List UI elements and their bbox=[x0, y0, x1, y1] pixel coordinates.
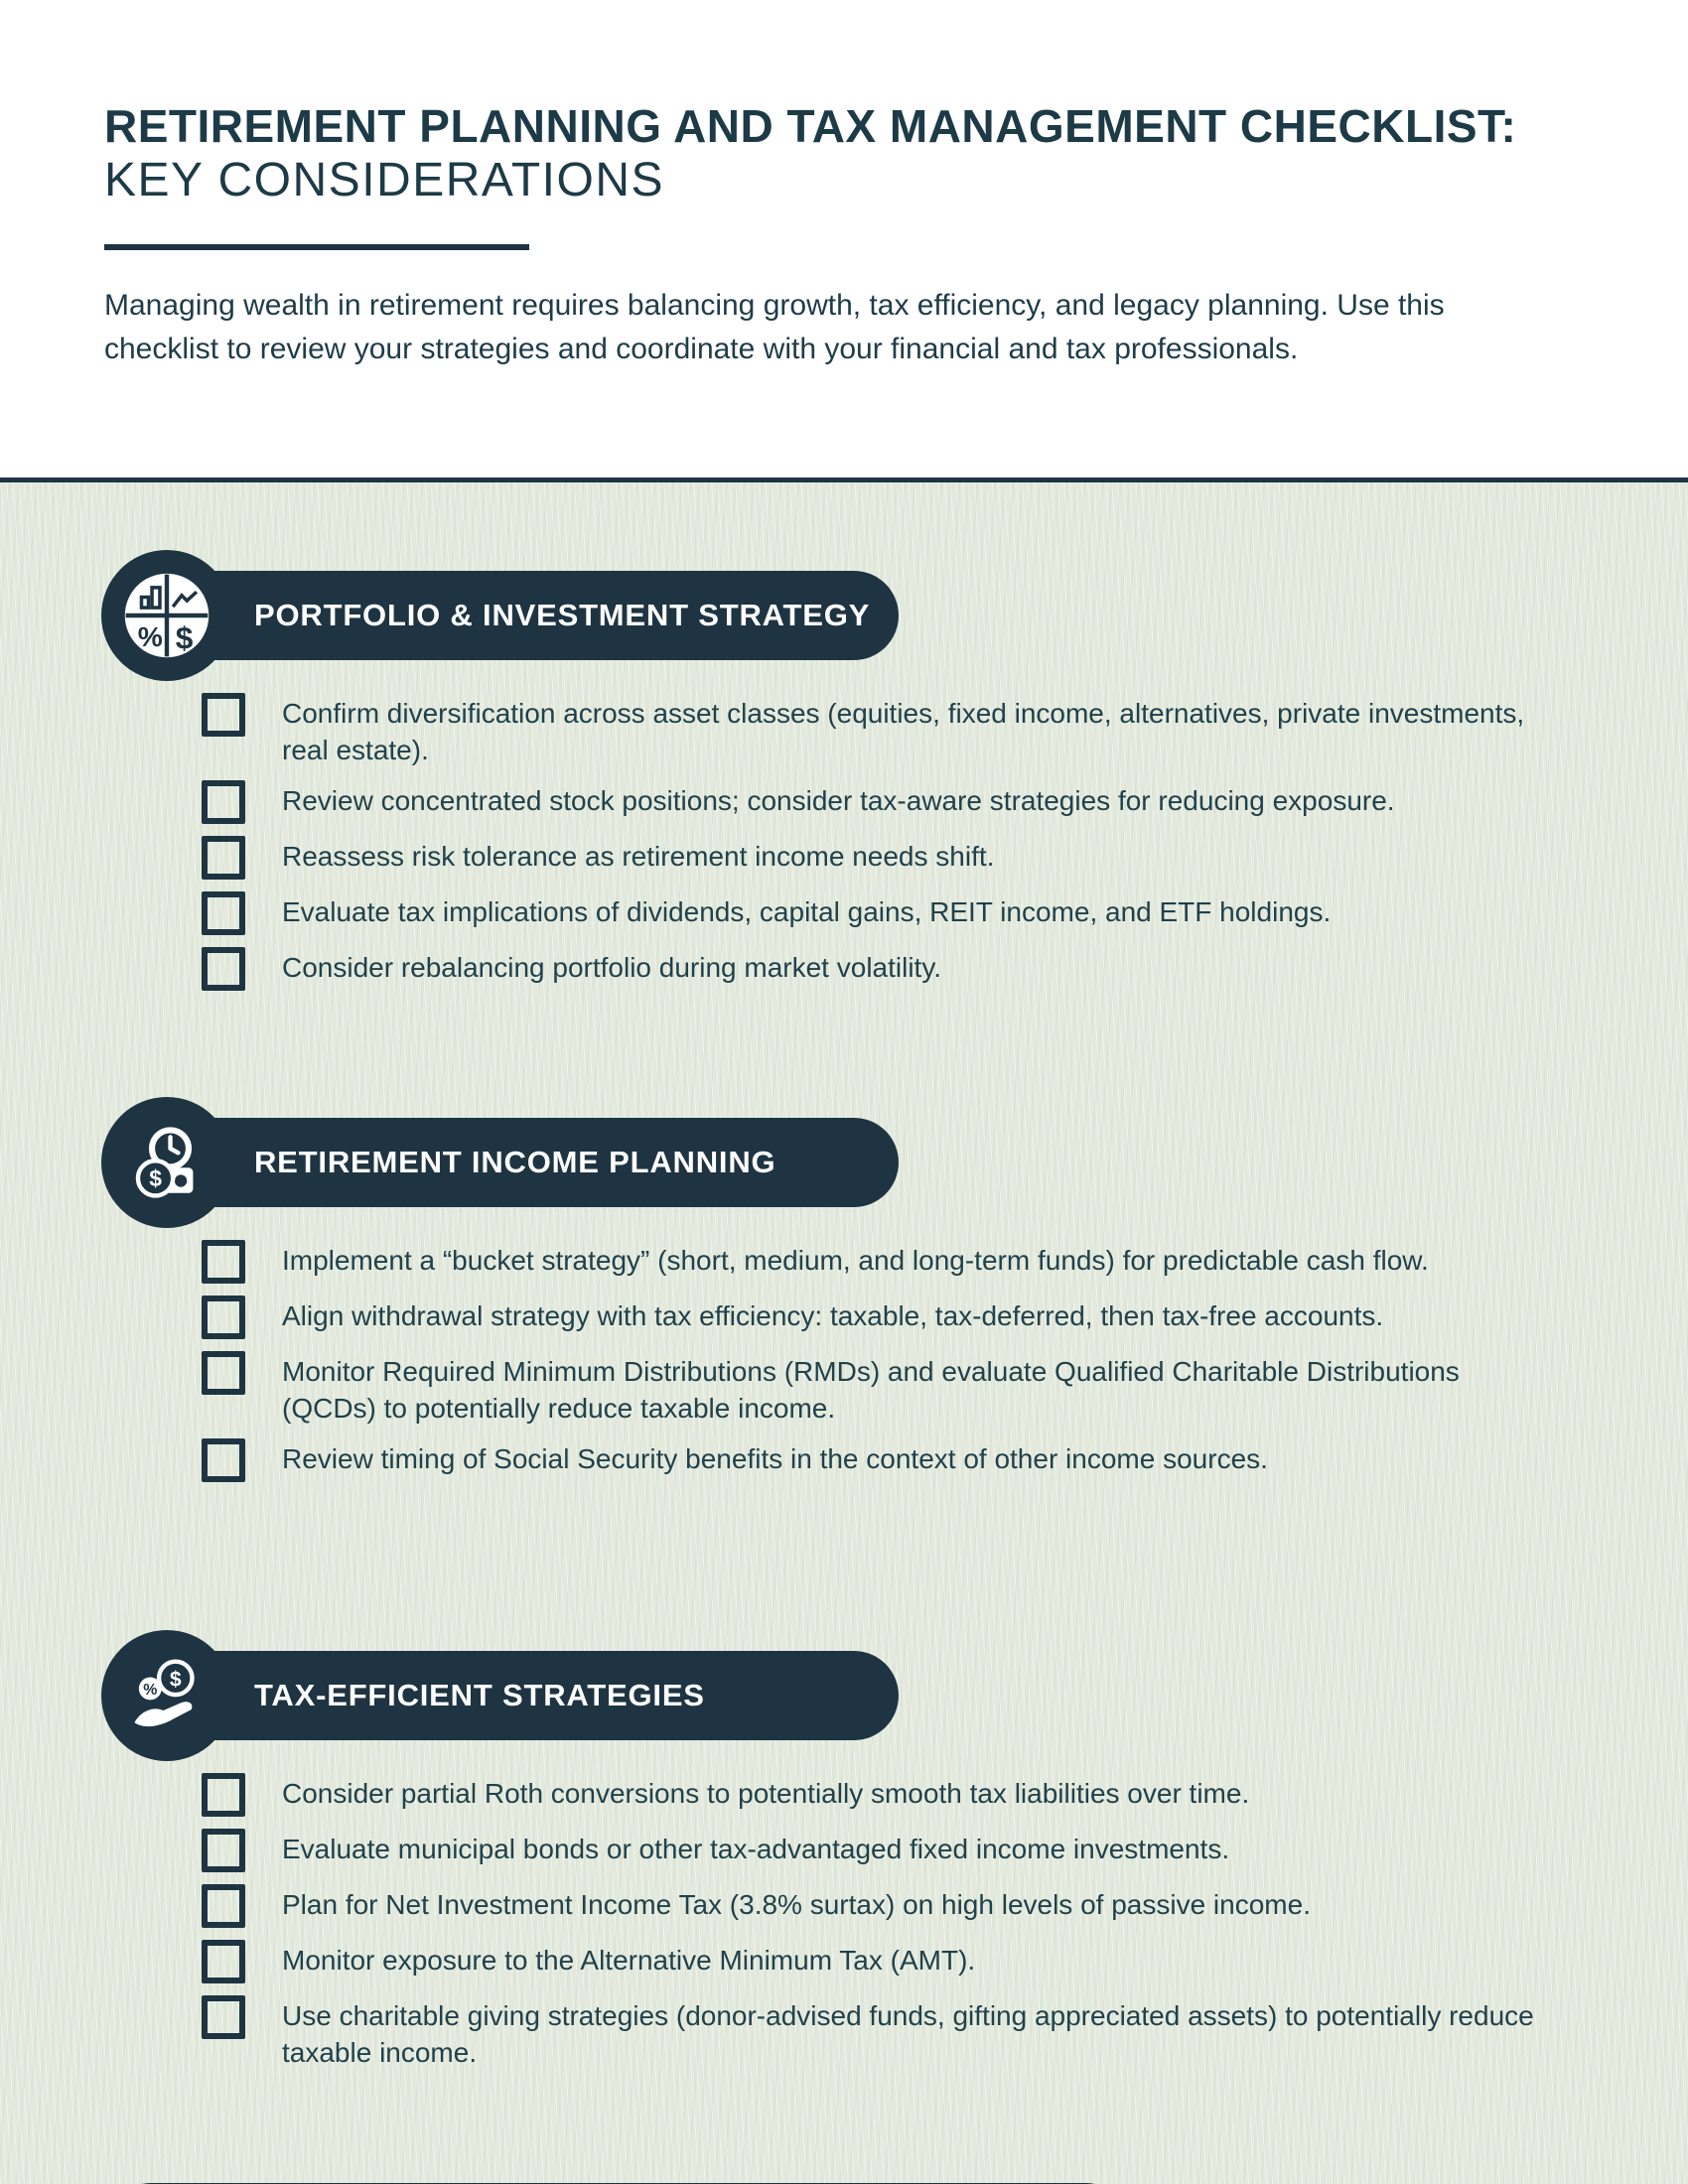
checkbox[interactable] bbox=[202, 1940, 245, 1983]
checklist-item bbox=[202, 1297, 1552, 1339]
checklist-item-label: Confirm diversification across asset classes (equities, fixed income, alternatives, private investments, real estate). bbox=[282, 698, 1525, 765]
checklist-item-label: Review timing of Social Security benefits in the context of other income sources. bbox=[282, 1443, 1268, 1474]
section-header bbox=[0, 1630, 1688, 1761]
checkbox[interactable] bbox=[202, 891, 245, 935]
checklist-item bbox=[202, 1997, 1552, 2071]
svg-text:%: % bbox=[137, 620, 163, 652]
section-title: PORTFOLIO & INVESTMENT STRATEGY bbox=[254, 598, 871, 632]
section-title: TAX-EFFICIENT STRATEGIES bbox=[254, 1678, 705, 1712]
section-header-pill bbox=[149, 571, 899, 660]
hand-coins-icon bbox=[101, 1630, 232, 1761]
clock-money-icon bbox=[101, 1097, 232, 1228]
checklist-item bbox=[202, 1353, 1552, 1427]
checklist-item-label: Reassess risk tolerance as retirement income needs shift. bbox=[282, 841, 995, 872]
checklist-item-label: Use charitable giving strategies (donor-advised funds, gifting appreciated assets) to potentially reduce taxable income. bbox=[282, 2000, 1534, 2068]
checklist-item bbox=[202, 1886, 1552, 1928]
section-header bbox=[0, 550, 1688, 681]
checkbox[interactable] bbox=[202, 1351, 245, 1395]
checklist-item-label: Plan for Net Investment Income Tax (3.8% surtax) on high levels of passive income. bbox=[282, 1889, 1311, 1920]
document-header bbox=[104, 99, 1614, 371]
checklist-item bbox=[202, 949, 1552, 991]
svg-text:$: $ bbox=[175, 619, 194, 656]
checkbox[interactable] bbox=[202, 1296, 245, 1339]
checklist-item-label: Consider rebalancing portfolio during market volatility. bbox=[282, 952, 942, 983]
checkbox[interactable] bbox=[202, 947, 245, 991]
checkbox[interactable] bbox=[202, 780, 245, 824]
checklist-item-label: Align withdrawal strategy with tax efficiency: taxable, tax-deferred, then tax-free accounts. bbox=[282, 1300, 1384, 1331]
section-retirement-income-planning bbox=[0, 1097, 1688, 1496]
checkbox[interactable] bbox=[202, 1995, 245, 2039]
checklist-item bbox=[202, 1831, 1552, 1872]
checkbox[interactable] bbox=[202, 1773, 245, 1817]
page-subtitle: KEY CONSIDERATIONS bbox=[104, 154, 664, 206]
checkbox[interactable] bbox=[202, 693, 245, 737]
section-items bbox=[202, 1775, 1552, 2071]
svg-text:$: $ bbox=[169, 1668, 182, 1692]
checkbox[interactable] bbox=[202, 836, 245, 880]
checkbox[interactable] bbox=[202, 1438, 245, 1482]
checklist-item-label: Consider partial Roth conversions to potentially smooth tax liabilities over time. bbox=[282, 1778, 1250, 1809]
checklist-item bbox=[202, 695, 1552, 768]
checkbox[interactable] bbox=[202, 1240, 245, 1284]
section-portfolio-investment-strategy bbox=[0, 550, 1688, 1005]
checklist-item-label: Evaluate municipal bonds or other tax-advantaged fixed income investments. bbox=[282, 1834, 1230, 1864]
section-items bbox=[202, 1242, 1552, 1482]
section-items bbox=[202, 695, 1552, 991]
checklist-item bbox=[202, 1942, 1552, 1983]
svg-text:$: $ bbox=[149, 1164, 162, 1191]
checklist-item-label: Evaluate tax implications of dividends, capital gains, REIT income, and ETF holdings. bbox=[282, 896, 1332, 927]
checkbox[interactable] bbox=[202, 1829, 245, 1872]
title-underline bbox=[104, 244, 529, 250]
section-tax-efficient-strategies bbox=[0, 1630, 1688, 2085]
checklist-item bbox=[202, 838, 1552, 880]
checklist-item bbox=[202, 1242, 1552, 1284]
page-title: RETIREMENT PLANNING AND TAX MANAGEMENT CHECKLIST: bbox=[104, 100, 1517, 152]
svg-text:%: % bbox=[143, 1682, 158, 1700]
checklist-item bbox=[202, 782, 1552, 824]
intro-paragraph: Managing wealth in retirement requires balancing growth, tax efficiency, and legacy planning. Use this checklist to review your strategies and coordinate with your financial and tax professionals. bbox=[104, 289, 1445, 365]
checklist-item bbox=[202, 893, 1552, 935]
section-title: RETIREMENT INCOME PLANNING bbox=[254, 1145, 776, 1179]
checklist-item bbox=[202, 1775, 1552, 1817]
checklist-item-label: Monitor exposure to the Alternative Minimum Tax (AMT). bbox=[282, 1945, 976, 1976]
section-header bbox=[0, 1097, 1688, 1228]
checklist-item-label: Monitor Required Minimum Distributions (RMDs) and evaluate Qualified Charitable Distributions (QCDs) to potentially reduce taxable income. bbox=[282, 1356, 1460, 1424]
checklist-body bbox=[0, 478, 1688, 2184]
checklist-item-label: Review concentrated stock positions; consider tax-aware strategies for reducing exposure. bbox=[282, 785, 1395, 816]
section-header-pill bbox=[149, 1651, 899, 1740]
checklist-item bbox=[202, 1440, 1552, 1482]
checklist-item-label: Implement a “bucket strategy” (short, medium, and long-term funds) for predictable cash flow. bbox=[282, 1245, 1429, 1276]
section-header-pill bbox=[149, 1118, 899, 1207]
checkbox[interactable] bbox=[202, 1884, 245, 1928]
pie-chart-icon bbox=[101, 550, 232, 681]
